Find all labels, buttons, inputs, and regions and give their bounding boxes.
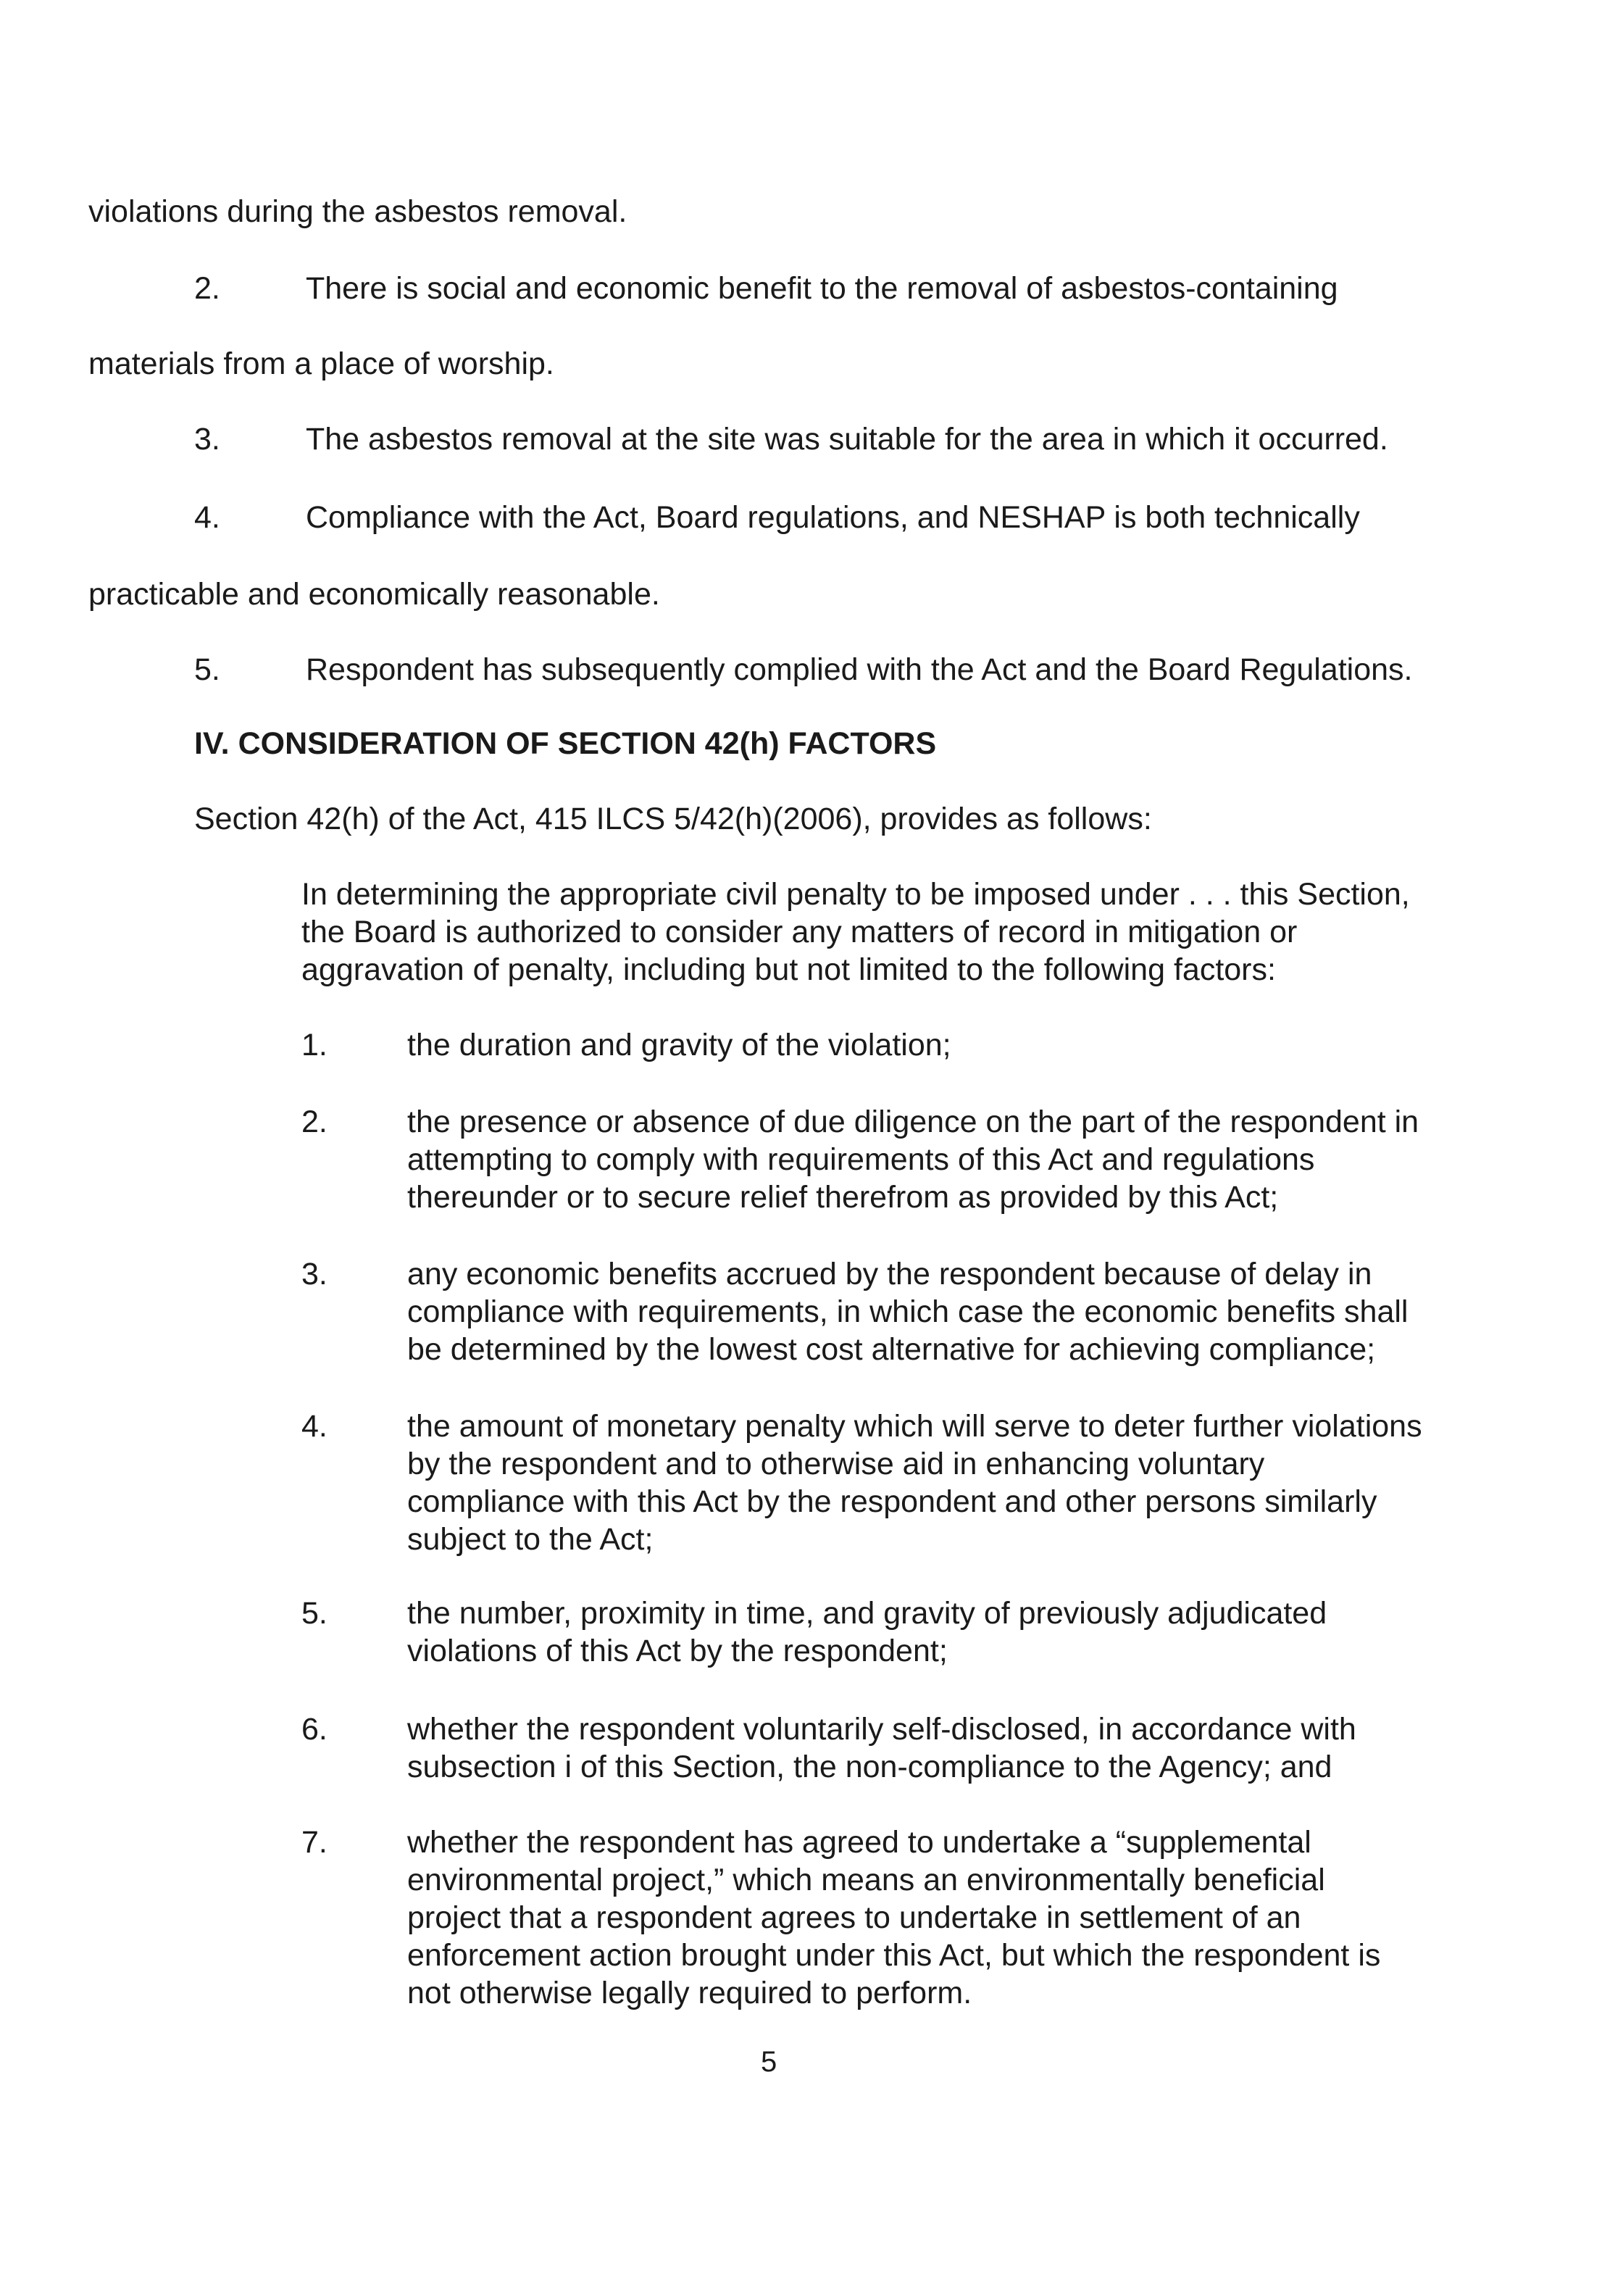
factor-line: environmental project,” which means an environmentally beneficial — [407, 1863, 1325, 1897]
factor-number: 3. — [301, 1257, 327, 1292]
factor-text — [407, 1710, 1356, 1786]
finding-text: materials from a place of worship. — [88, 346, 554, 381]
factor-line: project that a respondent agrees to undertake in settlement of an — [407, 1900, 1301, 1935]
factor-text — [407, 1823, 1380, 2012]
section-intro: Section 42(h) of the Act, 415 ILCS 5/42(h)(2006), provides as follows: — [194, 802, 1152, 836]
factor-line: enforcement action brought under this Act, but which the respondent is — [407, 1938, 1381, 1973]
factor-number: 4. — [301, 1409, 327, 1444]
quote-line: aggravation of penalty, including but not limited to the following factors: — [301, 952, 1276, 987]
section-heading: IV. CONSIDERATION OF SECTION 42(h) FACTORS — [194, 726, 937, 761]
factor-number: 7. — [301, 1825, 327, 1860]
factor-number: 1. — [301, 1028, 327, 1062]
factor-number: 5. — [301, 1596, 327, 1631]
factor-text — [407, 1407, 1422, 1558]
factor-number: 6. — [301, 1712, 327, 1747]
factor-text — [407, 1594, 1327, 1670]
finding-number: 4. — [194, 500, 220, 535]
factor-line: the amount of monetary penalty which will serve to deter further violations — [407, 1409, 1422, 1444]
factor-line: not otherwise legally required to perform. — [407, 1976, 972, 2010]
finding-text: Respondent has subsequently complied with the Act and the Board Regulations. — [306, 652, 1413, 687]
factor-line: thereunder or to secure relief therefrom as provided by this Act; — [407, 1180, 1279, 1215]
factor-line: any economic benefits accrued by the respondent because of delay in — [407, 1257, 1372, 1292]
factor-text — [407, 1026, 951, 1064]
factor-line: violations of this Act by the respondent; — [407, 1634, 948, 1668]
factor-line: the presence or absence of due diligence on the part of the respondent in — [407, 1105, 1419, 1139]
factor-text — [407, 1103, 1419, 1216]
factor-number: 2. — [301, 1105, 327, 1139]
factor-line: whether the respondent voluntarily self-disclosed, in accordance with — [407, 1712, 1356, 1747]
quote-line: In determining the appropriate civil penalty to be imposed under . . . this Section, — [301, 877, 1410, 912]
finding-text: There is social and economic benefit to the removal of asbestos-containing — [306, 271, 1338, 306]
factor-line: subsection i of this Section, the non-compliance to the Agency; and — [407, 1750, 1332, 1784]
continuation-text: violations during the asbestos removal. — [88, 194, 627, 229]
factor-line: the number, proximity in time, and gravity of previously adjudicated — [407, 1596, 1327, 1631]
factor-line: compliance with this Act by the respondent and other persons similarly — [407, 1484, 1377, 1519]
factor-line: be determined by the lowest cost alternative for achieving compliance; — [407, 1332, 1376, 1367]
finding-number: 5. — [194, 652, 220, 687]
finding-text: The asbestos removal at the site was suitable for the area in which it occurred. — [306, 422, 1388, 457]
quote-intro — [301, 875, 1410, 989]
finding-number: 3. — [194, 422, 220, 457]
factor-line: by the respondent and to otherwise aid in enhancing voluntary — [407, 1447, 1265, 1481]
factor-text — [407, 1255, 1408, 1368]
quote-line: the Board is authorized to consider any matters of record in mitigation or — [301, 915, 1298, 949]
factor-line: whether the respondent has agreed to undertake a “supplemental — [407, 1825, 1311, 1860]
factor-line: the duration and gravity of the violation; — [407, 1028, 951, 1062]
factor-line: attempting to comply with requirements of this Act and regulations — [407, 1142, 1315, 1177]
finding-text: practicable and economically reasonable. — [88, 577, 660, 612]
page-number: 5 — [761, 2046, 777, 2078]
factor-line: subject to the Act; — [407, 1522, 654, 1557]
factor-line: compliance with requirements, in which case the economic benefits shall — [407, 1294, 1409, 1329]
finding-text: Compliance with the Act, Board regulations, and NESHAP is both technically — [306, 500, 1360, 535]
finding-number: 2. — [194, 271, 220, 306]
